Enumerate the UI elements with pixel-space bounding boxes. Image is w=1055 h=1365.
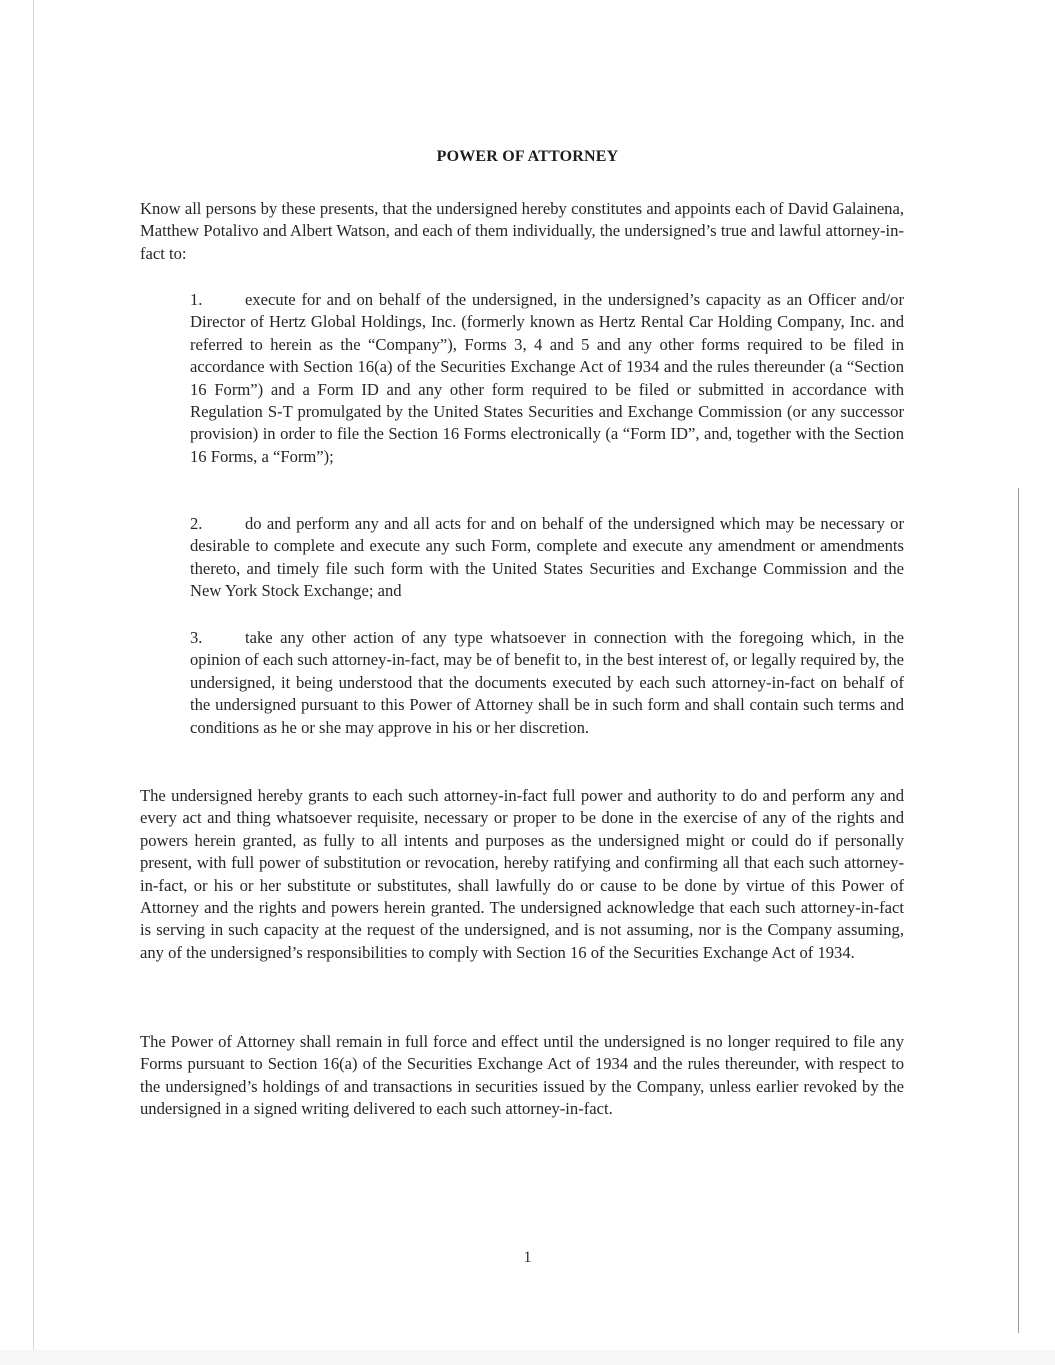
intro-paragraph: Know all persons by these presents, that the undersigned hereby constitutes and appoints each of David Galainena, Matthew Potalivo and Albert Watson, and each of them individually, the undersigned’s true and lawful attorney-in-fact to: (140, 199, 904, 263)
scan-bottom-band (0, 1350, 1055, 1365)
scan-edge-left (33, 0, 34, 1365)
document-title: POWER OF ATTORNEY (436, 148, 619, 165)
list-item-1 (190, 289, 904, 468)
list-item-text: take any other action of any type whatsoever in connection with the foregoing which, in the opinion of each such attorney-in-fact, may be of benefit to, in the best interest of, or legally required by, the undersigned, it being understood that the documents executed by each such attorney-in-fact on behalf of the undersigned pursuant to this Power of Attorney shall be in such form and shall contain such terms and conditions as he or she may approve in his or her discretion. (190, 628, 904, 737)
list-item-number: 2. (190, 514, 203, 533)
page-number: 1 (523, 1249, 532, 1266)
grant-paragraph: The undersigned hereby grants to each such attorney-in-fact full power and authority to do and perform any and every act and thing whatsoever requisite, necessary or proper to be done in the exercise of any of the rights and powers herein granted, as fully to all intents and purposes as the undersigned might or could do if personally present, with full power of substitution or revocation, hereby ratifying and confirming all that each such attorney-in-fact, or his or her substitute or substitutes, shall lawfully do or cause to be done by virtue of this Power of Attorney and the rights and powers herein granted. The undersigned acknowledge that each such attorney-in-fact is serving in such capacity at the request of the undersigned, and is not assuming, nor is the Company assuming, any of the undersigned’s responsibilities to comply with Section 16 of the Securities Exchange Act of 1934. (140, 786, 904, 962)
list-item-2 (190, 513, 904, 603)
list-item-number: 3. (190, 628, 203, 647)
list-item-3 (190, 627, 904, 739)
list-item-text: do and perform any and all acts for and on behalf of the undersigned which may be necessary or desirable to complete and execute any such Form, complete and execute any amendment or amendments thereto, and timely file such form with the United States Securities and Exchange Commission and the New York Stock Exchange; and (190, 514, 904, 601)
list-item-number: 1. (190, 290, 203, 309)
scan-edge-right (1018, 488, 1019, 1333)
remain-paragraph: The Power of Attorney shall remain in full force and effect until the undersigned is no longer required to file any Forms pursuant to Section 16(a) of the Securities Exchange Act of 1934 and the rules thereunder, with respect to the undersigned’s holdings of and transactions in securities issued by the Company, unless earlier revoked by the undersigned in a signed writing delivered to each such attorney-in-fact. (140, 1032, 904, 1119)
list-item-text: execute for and on behalf of the undersigned, in the undersigned’s capacity as an Officer and/or Director of Hertz Global Holdings, Inc. (formerly known as Hertz Rental Car Holding Company, Inc. and referred to herein as the “Company”), Forms 3, 4 and 5 and any other forms required to be filed in accordance with Section 16(a) of the Securities Exchange Act of 1934 and the rules thereunder (a “Section 16 Form”) and a Form ID and any other form required to be filed or submitted in accordance with Regulation S-T promulgated by the United States Securities and Exchange Commission (or any successor provision) in order to file the Section 16 Forms electronically (a “Form ID”, and, together with the Section 16 Forms, a “Form”); (190, 290, 904, 466)
